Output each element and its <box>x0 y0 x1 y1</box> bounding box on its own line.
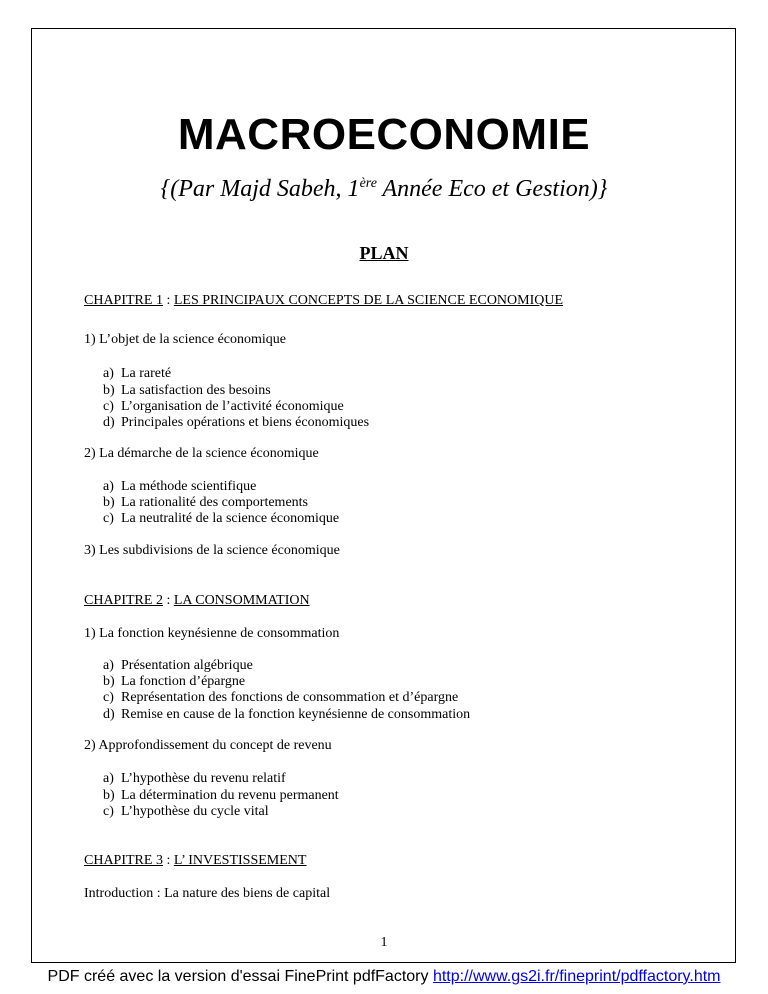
list-item: a) L’hypothèse du revenu relatif <box>103 771 286 786</box>
subtitle-text-start: {(Par Majd Sabeh, 1 <box>160 176 360 202</box>
chapter-1-section-2-heading: 2) La démarche de la science économique <box>84 446 319 461</box>
list-item: a) Présentation algébrique <box>103 658 253 673</box>
subtitle-superscript: ère <box>359 176 377 191</box>
document-title: MACROECONOMIE <box>177 110 591 159</box>
list-item: b) La fonction d’épargne <box>103 674 246 689</box>
list-item: a) La méthode scientifique <box>103 479 257 494</box>
chapter-2-title: LA CONSOMMATION <box>173 593 310 608</box>
chapter-1-heading <box>84 292 563 309</box>
page-number: 1 <box>380 935 388 950</box>
chapter-1-label: CHAPITRE 1 <box>84 293 163 308</box>
list-item: d) Remise en cause de la fonction keynésienne de consommation <box>103 707 471 722</box>
chapter-3-separator: : <box>162 853 174 868</box>
list-item: b) La satisfaction des besoins <box>103 383 271 398</box>
chapter-1-section-3-heading: 3) Les subdivisions de la science économique <box>84 543 340 558</box>
chapter-3-heading <box>84 852 306 869</box>
chapter-2-separator: : <box>162 593 174 608</box>
chapter-3-introduction: Introduction : La nature des biens de capital <box>84 886 331 901</box>
subtitle-text-end: Année Eco et Gestion)} <box>376 176 608 202</box>
list-item: c) L’organisation de l’activité économique <box>103 399 344 414</box>
list-item: b) La détermination du revenu permanent <box>103 788 339 803</box>
list-item: a) La rareté <box>103 366 172 381</box>
footer-text: PDF créé avec la version d'essai FinePrint pdfFactory <box>47 968 433 985</box>
chapter-1-separator: : <box>162 293 174 308</box>
chapter-3-title: L’ INVESTISSEMENT <box>173 853 307 868</box>
footer-link[interactable]: http://www.gs2i.fr/fineprint/pdffactory.htm <box>432 968 721 985</box>
list-item: c) Représentation des fonctions de consommation et d’épargne <box>103 690 459 705</box>
chapter-3-label: CHAPITRE 3 <box>84 853 163 868</box>
list-item: b) La rationalité des comportements <box>103 495 308 510</box>
chapter-2-label: CHAPITRE 2 <box>84 593 163 608</box>
list-item: d) Principales opérations et biens économiques <box>103 415 370 430</box>
document-subtitle <box>0 176 768 203</box>
list-item: c) L’hypothèse du cycle vital <box>103 804 269 819</box>
list-item: c) La neutralité de la science économique <box>103 511 340 526</box>
chapter-1-title: LES PRINCIPAUX CONCEPTS DE LA SCIENCE ECONOMIQUE <box>173 293 564 308</box>
plan-heading: PLAN <box>359 243 409 263</box>
pdf-watermark-footer <box>0 968 768 986</box>
chapter-2-heading <box>84 592 310 609</box>
chapter-2-section-2-heading: 2) Approfondissement du concept de revenu <box>84 738 332 753</box>
chapter-1-section-1-heading: 1) L’objet de la science économique <box>84 332 287 347</box>
chapter-2-section-1-heading: 1) La fonction keynésienne de consommation <box>84 626 340 641</box>
